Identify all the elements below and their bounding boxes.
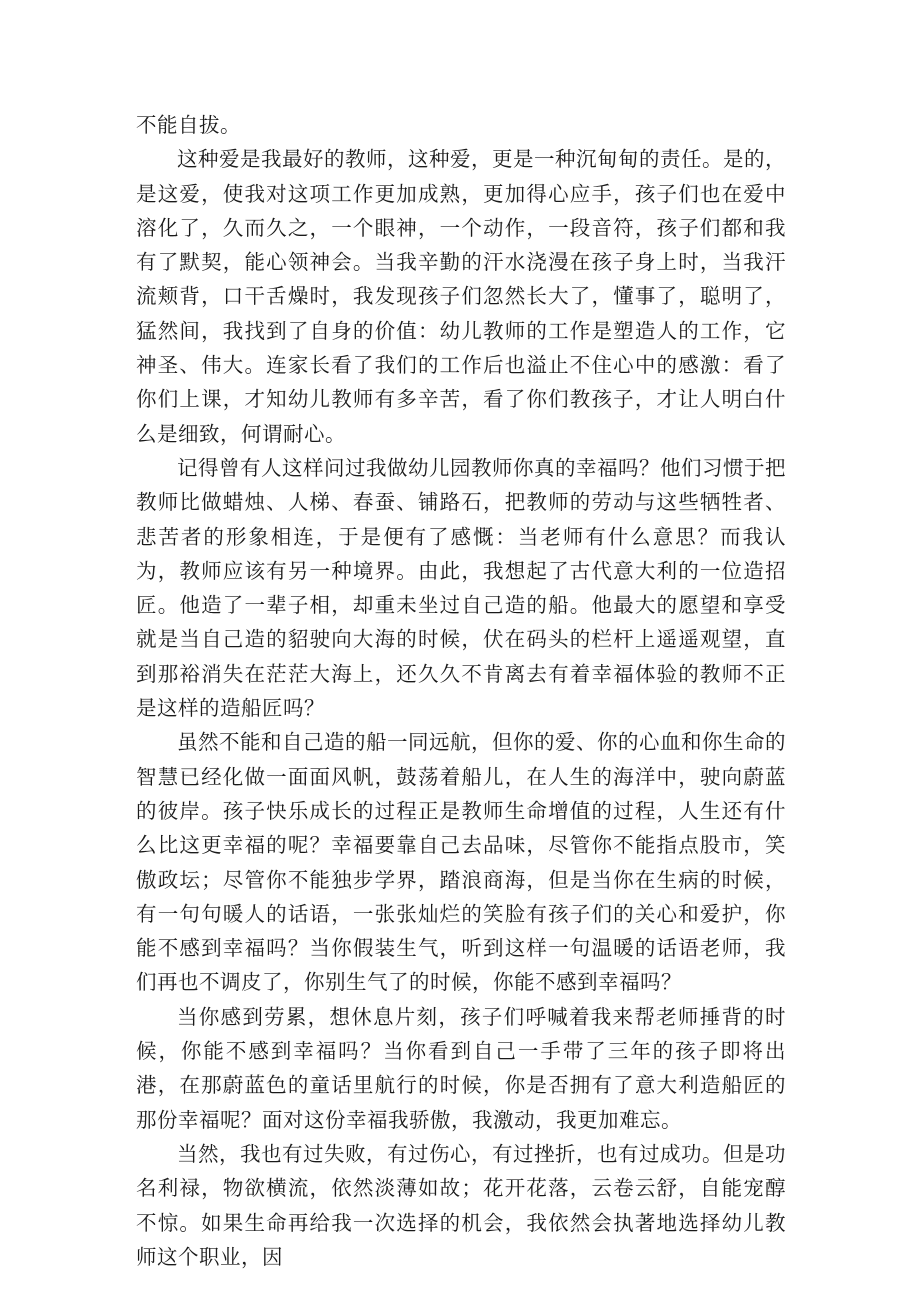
- article-body: [136, 108, 786, 1274]
- paragraph-happiness-question: 记得曾有人这样问过我做幼儿园教师你真的幸福吗？他们习惯于把教师比做蜡烛、人梯、春蚕、铺路石，把教师的劳动与这些牺牲者、悲苦者的形象相连，于是便有了感慨：当老师有什么意思？而我认为，教师应该有另一种境界。由此，我想起了古代意大利的一位造招匠。他造了一辈子相，却重未坐过自己造的船。他最大的愿望和享受就是当自己造的貂驶向大海的时候，伏在码头的栏杆上遥遥观望，直到那裕消失在茫茫大海上，还久久不肯离去有着幸福体验的教师不正是这样的造船匠吗？: [136, 455, 786, 721]
- paragraph-continuation: 不能自拔。: [136, 113, 241, 137]
- paragraph-love-responsibility: 这种爱是我最好的教师，这种爱，更是一种沉甸甸的责任。是的，是这爱，使我对这项工作更加成熟，更加得心应手，孩子们也在爱中溶化了，久而久之，一个眼神，一个动作，一段音符，孩子们都和我有了默契，能心领神会。当我辛勤的汗水浇漫在孩子身上时，当我汗流颊背，口干舌燥时，我发现孩子们忽然长大了，懂事了，聪明了，猛然间，我找到了自身的价值：幼儿教师的工作是塑造人的工作，它神圣、伟大。连家长看了我们的工作后也溢止不住心中的感激：看了你们上课，才知幼儿教师有多辛苦，看了你们教孩子，才让人明白什么是细致，何谓耐心。: [136, 147, 786, 446]
- paragraph-tired-happiness: 当你感到劳累，想休息片刻，孩子们呼喊着我来帮老师捶背的时候，你能不感到幸福吗？当你看到自己一手带了三年的孩子即将出港，在那蔚蓝色的童话里航行的时候，你是否拥有了意大利造船匠的那份幸福呢？面对这份幸福我骄傲，我激动，我更加难忘。: [136, 1004, 786, 1132]
- paragraph-sailing-wisdom: 虽然不能和自己造的船一同远航，但你的爱、你的心血和你生命的智慧已经化做一面面风帆，鼓荡着船儿，在人生的海洋中，驶向蔚蓝的彼岸。孩子快乐成长的过程正是教师生命增值的过程，人生还有什么比这更幸福的呢？幸福要靠自己去品味，尽管你不能指点股市，笑傲政坛；尽管你不能独步学界，踏浪商海，但是当你在生病的时候，有一句句暖人的话语，一张张灿烂的笑脸有孩子们的关心和爱护，你能不感到幸福吗？当你假装生气，听到这样一句温暖的话语老师，我们再也不调皮了，你别生气了的时候，你能不感到幸福吗？: [136, 730, 786, 995]
- paragraph-career-choice: 当然，我也有过失败，有过伤心，有过挫折，也有过成功。但是功名利禄，物欲横流，依然淡薄如故；花开花落，云卷云舒，自能宠醇不惊。如果生命再给我一次选择的机会，我依然会执著地选择幼儿教师这个职业，因: [136, 1141, 786, 1269]
